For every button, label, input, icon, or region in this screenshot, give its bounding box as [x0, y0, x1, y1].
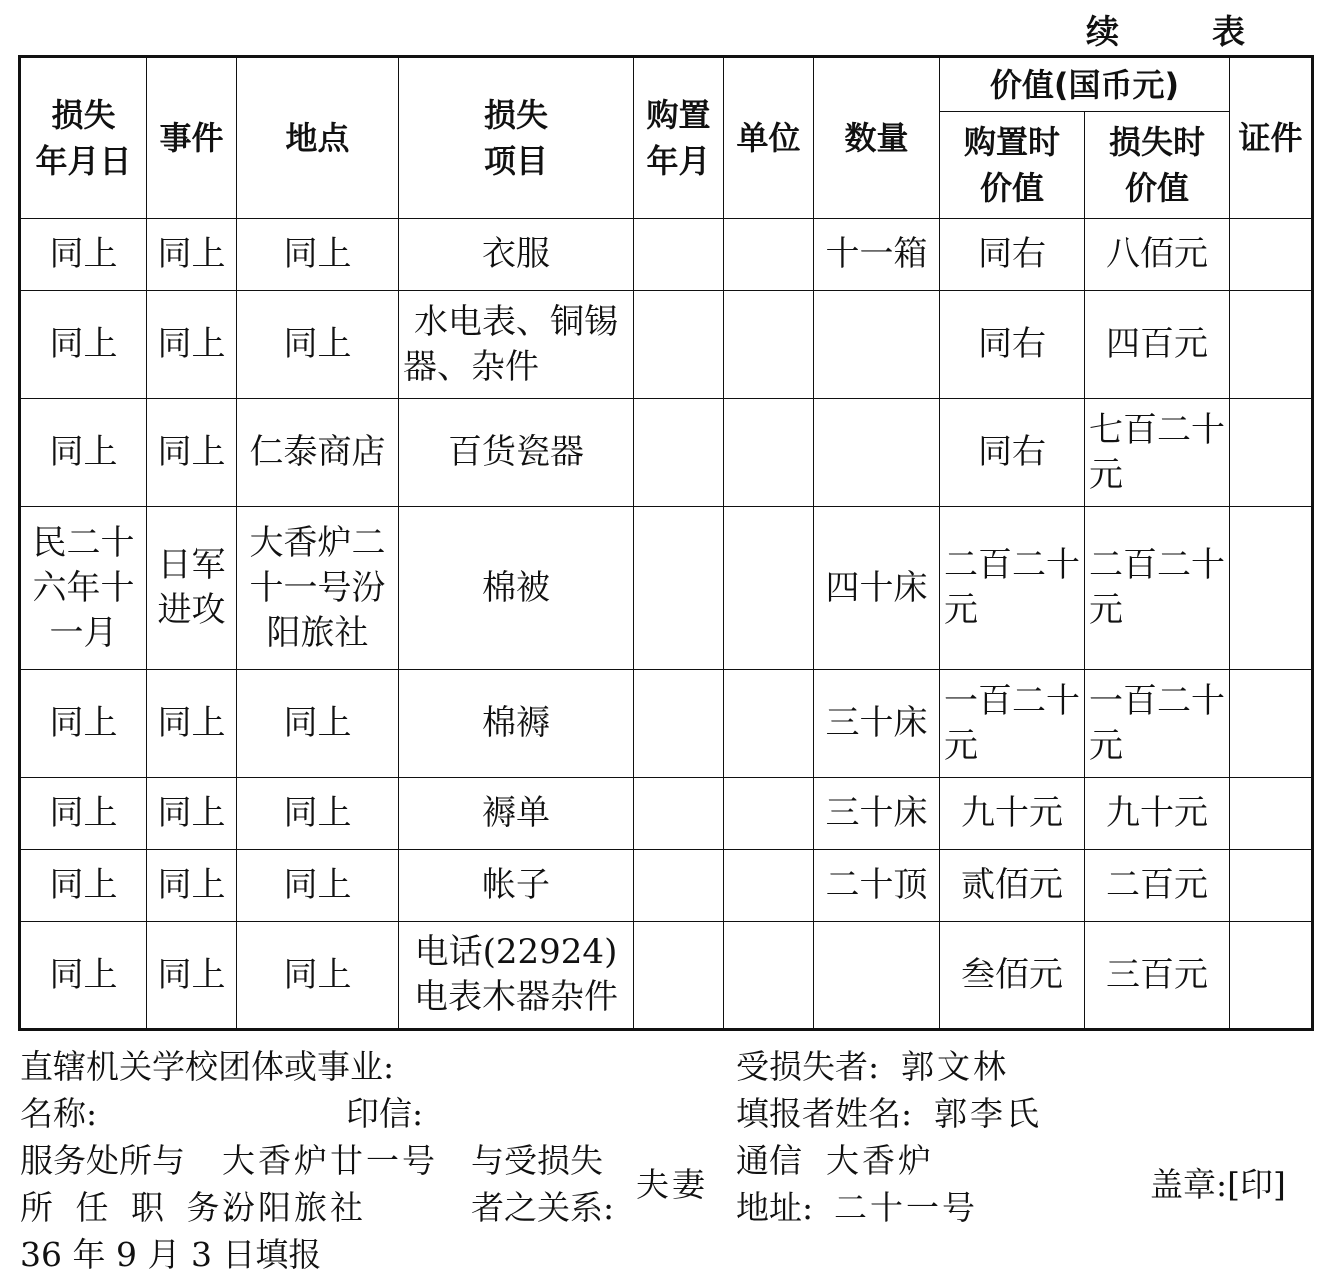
cell-item: 电话(22924)电表木器杂件	[399, 922, 634, 1030]
cell-certificate	[1230, 507, 1313, 670]
cell-item: 衣服	[399, 219, 634, 291]
cell-location: 同上	[237, 291, 399, 399]
cell-quantity: 三十床	[814, 670, 940, 778]
cell-event: 同上	[147, 670, 237, 778]
cell-unit	[724, 850, 814, 922]
cell-quantity: 二十顶	[814, 850, 940, 922]
header-certificate: 证件	[1230, 57, 1313, 219]
cell-location: 同上	[237, 219, 399, 291]
cell-value-purchase: 同右	[940, 399, 1085, 507]
cell-certificate	[1230, 670, 1313, 778]
cell-date: 同上	[20, 219, 147, 291]
cell-value-purchase: 贰佰元	[940, 850, 1085, 922]
cell-unit	[724, 291, 814, 399]
cell-item: 褥单	[399, 778, 634, 850]
stamp-label: 盖章:[印]	[1150, 1165, 1286, 1204]
cell-certificate	[1230, 778, 1313, 850]
table-row	[20, 507, 1313, 670]
cell-value-loss: 四百元	[1085, 291, 1230, 399]
relation-label-1: 与受损失	[471, 1141, 603, 1180]
cell-purchase-date	[634, 778, 724, 850]
cell-quantity: 三十床	[814, 778, 940, 850]
cell-purchase-date	[634, 219, 724, 291]
header-loss-date: 损失 年月日	[20, 57, 147, 219]
cell-date: 同上	[20, 922, 147, 1030]
header-event: 事件	[147, 57, 237, 219]
cell-value-loss: 九十元	[1085, 778, 1230, 850]
header-value-loss: 损失时 价值	[1085, 112, 1230, 219]
service-value: 大香炉廿一号	[222, 1141, 438, 1180]
reporter-value: 郭李氏	[934, 1094, 1042, 1133]
cell-purchase-date	[634, 922, 724, 1030]
cell-value-purchase: 叁佰元	[940, 922, 1085, 1030]
victim-label: 受损失者:	[736, 1047, 880, 1086]
cell-quantity	[814, 922, 940, 1030]
cell-purchase-date	[634, 850, 724, 922]
header-unit: 单位	[724, 57, 814, 219]
table-row	[20, 670, 1313, 778]
cell-date: 同上	[20, 778, 147, 850]
cell-certificate	[1230, 291, 1313, 399]
cell-certificate	[1230, 219, 1313, 291]
cell-value-purchase: 同右	[940, 291, 1085, 399]
cell-location: 仁泰商店	[237, 399, 399, 507]
address-value-1: 大香炉	[826, 1141, 934, 1180]
table-row	[20, 850, 1313, 922]
cell-location: 同上	[237, 778, 399, 850]
cell-item: 棉褥	[399, 670, 634, 778]
cell-certificate	[1230, 850, 1313, 922]
loss-report-table	[18, 55, 1314, 1031]
cell-date: 同上	[20, 291, 147, 399]
cell-unit	[724, 399, 814, 507]
relation-value: 夫妻	[636, 1165, 708, 1204]
relation-label-2: 者之关系:	[471, 1188, 615, 1227]
seal-label: 印信:	[346, 1094, 424, 1133]
cell-item: 帐子	[399, 850, 634, 922]
cell-event: 同上	[147, 399, 237, 507]
cell-value-purchase: 九十元	[940, 778, 1085, 850]
cell-certificate	[1230, 922, 1313, 1030]
header-location: 地点	[237, 57, 399, 219]
cell-event: 同上	[147, 291, 237, 399]
cell-unit	[724, 778, 814, 850]
table-row	[20, 399, 1313, 507]
header-item: 损失 项目	[399, 57, 634, 219]
cell-location: 大香炉二十一号汾阳旅社	[237, 507, 399, 670]
cell-event: 同上	[147, 219, 237, 291]
cell-quantity	[814, 291, 940, 399]
cell-date: 同上	[20, 850, 147, 922]
cell-purchase-date	[634, 670, 724, 778]
cell-item: 百货瓷器	[399, 399, 634, 507]
cell-date: 同上	[20, 399, 147, 507]
cell-value-purchase: 同右	[940, 219, 1085, 291]
cell-value-purchase: 二百二十元	[940, 507, 1085, 670]
cell-date: 同上	[20, 670, 147, 778]
cell-purchase-date	[634, 291, 724, 399]
cell-value-loss: 七百二十元	[1085, 399, 1230, 507]
position-label: 所 任 职 务:	[20, 1188, 243, 1227]
cell-unit	[724, 507, 814, 670]
cell-purchase-date	[634, 507, 724, 670]
cell-quantity: 十一箱	[814, 219, 940, 291]
cell-unit	[724, 219, 814, 291]
cell-value-loss: 二百二十元	[1085, 507, 1230, 670]
header-quantity: 数量	[814, 57, 940, 219]
cell-event: 同上	[147, 850, 237, 922]
service-label: 服务处所与	[20, 1141, 185, 1180]
cell-date: 民二十六年十一月	[20, 507, 147, 670]
position-value: 汾阳旅社	[222, 1188, 366, 1227]
header-value-group: 价值(国币元)	[940, 57, 1230, 112]
cell-certificate	[1230, 399, 1313, 507]
header-purchase-date: 购置 年月	[634, 57, 724, 219]
address-value-2: 二十一号	[834, 1188, 978, 1227]
name-label: 名称:	[20, 1094, 98, 1133]
cell-location: 同上	[237, 850, 399, 922]
address-label-2: 地址:	[736, 1188, 814, 1227]
cell-unit	[724, 922, 814, 1030]
table-row	[20, 778, 1313, 850]
cell-item: 水电表、铜锡器、杂件	[399, 291, 634, 399]
cell-quantity: 四十床	[814, 507, 940, 670]
cell-value-loss: 一百二十元	[1085, 670, 1230, 778]
cell-value-loss: 二百元	[1085, 850, 1230, 922]
cell-unit	[724, 670, 814, 778]
date-filed: 36 年 9 月 3 日填报	[20, 1235, 322, 1274]
cell-location: 同上	[237, 670, 399, 778]
cell-location: 同上	[237, 922, 399, 1030]
cell-quantity	[814, 399, 940, 507]
cell-event: 同上	[147, 922, 237, 1030]
cell-item: 棉被	[399, 507, 634, 670]
table-row	[20, 219, 1313, 291]
table-row	[20, 291, 1313, 399]
cell-event: 日军进攻	[147, 507, 237, 670]
header-value-purchase: 购置时 价值	[940, 112, 1085, 219]
cell-value-loss: 三百元	[1085, 922, 1230, 1030]
report-footer	[0, 1040, 1327, 1278]
reporter-label: 填报者姓名:	[736, 1094, 913, 1133]
cell-value-purchase: 一百二十元	[940, 670, 1085, 778]
cell-value-loss: 八佰元	[1085, 219, 1230, 291]
continuation-label: 续 表	[1086, 12, 1275, 51]
table-row	[20, 922, 1313, 1030]
org-label: 直辖机关学校团体或事业:	[20, 1047, 395, 1086]
cell-purchase-date	[634, 399, 724, 507]
victim-value: 郭文林	[901, 1047, 1009, 1086]
address-label-1: 通信	[736, 1141, 802, 1180]
cell-event: 同上	[147, 778, 237, 850]
